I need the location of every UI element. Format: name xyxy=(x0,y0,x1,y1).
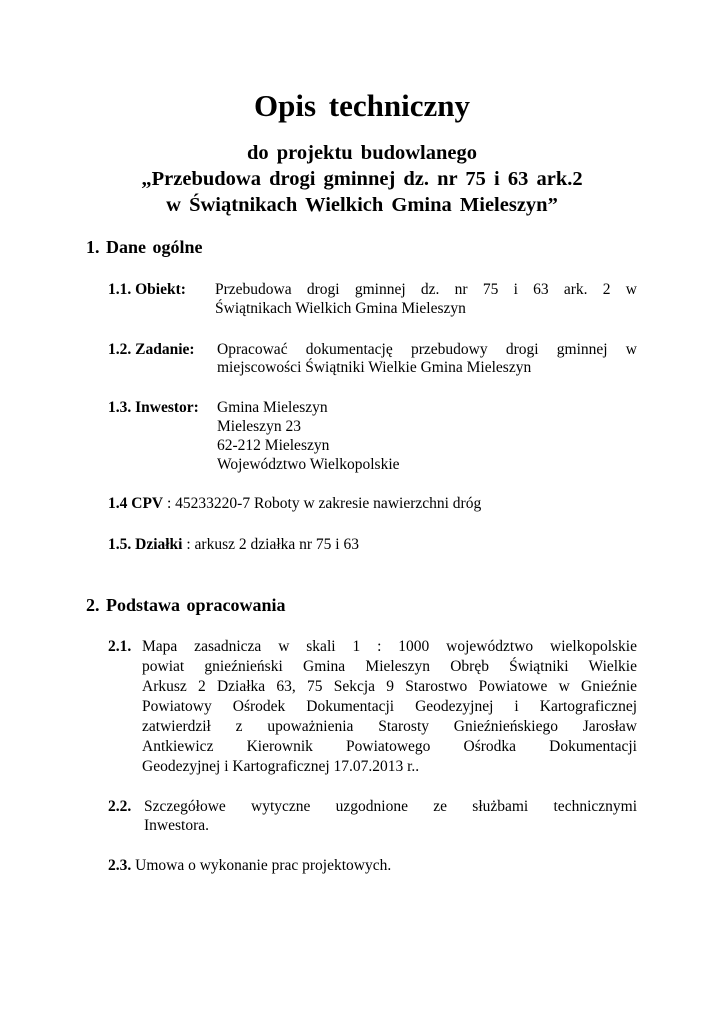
document-title: Opis techniczny xyxy=(254,88,470,123)
obiekt-label: 1.1. Obiekt: xyxy=(108,281,186,298)
item-2-2-label: 2.2. xyxy=(108,798,132,815)
item-2-1-line: powiat gnieźnieński Gmina Mieleszyn Obręb Świątniki Wielkie xyxy=(142,658,637,675)
subtitle-line-1: do projektu budowlanego xyxy=(246,142,478,164)
subtitle-line-3: w Świątnikach Wielkich Gmina Mieleszyn” xyxy=(166,194,558,216)
subtitle-line-2: „Przebudowa drogi gminnej dz. nr 75 i 63 ark.2 xyxy=(141,168,583,190)
item-2-1-line: Arkusz 2 Działka 63, 75 Sekcja 9 Starostwo Powiatowe w Gnieźnie xyxy=(142,678,637,695)
inwestor-line: Gmina Mieleszyn xyxy=(217,399,328,416)
item-2-1-line: Antkiewicz Kierownik Powiatowego Ośrodka Dokumentacji xyxy=(142,738,637,755)
item-2-2-line-2: Inwestora. xyxy=(144,817,209,834)
zadanie-line-1: Opracować dokumentację przebudowy drogi gminnej w xyxy=(217,341,637,358)
dzialki-value: : arkusz 2 działka nr 75 i 63 xyxy=(182,536,359,553)
item-2-1-line: zatwierdził z upoważnienia Starosty Gnieźnieńskiego Jarosław xyxy=(142,718,637,735)
item-2-1-line: Mapa zasadnicza w skali 1 : 1000 województwo wielkopolskie xyxy=(142,638,637,655)
item-2-3-label: 2.3. xyxy=(108,857,132,874)
cpv-label: 1.4 CPV xyxy=(108,495,164,512)
inwestor-line: Województwo Wielkopolskie xyxy=(217,456,400,473)
dzialki-label: 1.5. Działki xyxy=(108,536,183,553)
zadanie-label: 1.2. Zadanie: xyxy=(108,341,195,358)
item-2-1-line: Powiatowy Ośrodek Dokumentacji Geodezyjnej i Kartograficznej xyxy=(142,698,637,715)
inwestor-line: Mieleszyn 23 xyxy=(217,418,301,435)
item-2-2-line-1: Szczegółowe wytyczne uzgodnione ze służbami technicznymi xyxy=(144,798,637,815)
zadanie-line-2: miejscowości Świątniki Wielkie Gmina Mieleszyn xyxy=(217,359,532,376)
section-1-heading: 1. Dane ogólne xyxy=(86,237,203,257)
item-2-3-row xyxy=(108,856,391,876)
cpv-value: : 45233220-7 Roboty w zakresie nawierzchni dróg xyxy=(163,495,482,512)
dzialki-row xyxy=(108,535,359,555)
item-2-1-line: Geodezyjnej i Kartograficznej 17.07.2013 r.. xyxy=(142,758,420,775)
item-2-1-label: 2.1. xyxy=(108,638,132,655)
inwestor-line: 62-212 Mieleszyn xyxy=(217,437,330,454)
inwestor-label: 1.3. Inwestor: xyxy=(108,399,199,416)
obiekt-line-1: Przebudowa drogi gminnej dz. nr 75 i 63 ark. 2 w xyxy=(215,281,637,298)
cpv-row xyxy=(108,494,481,514)
section-2-heading: 2. Podstawa opracowania xyxy=(86,595,286,615)
obiekt-line-2: Świątnikach Wielkich Gmina Mieleszyn xyxy=(215,300,466,317)
item-2-3-text: Umowa o wykonanie prac projektowych. xyxy=(131,857,392,874)
